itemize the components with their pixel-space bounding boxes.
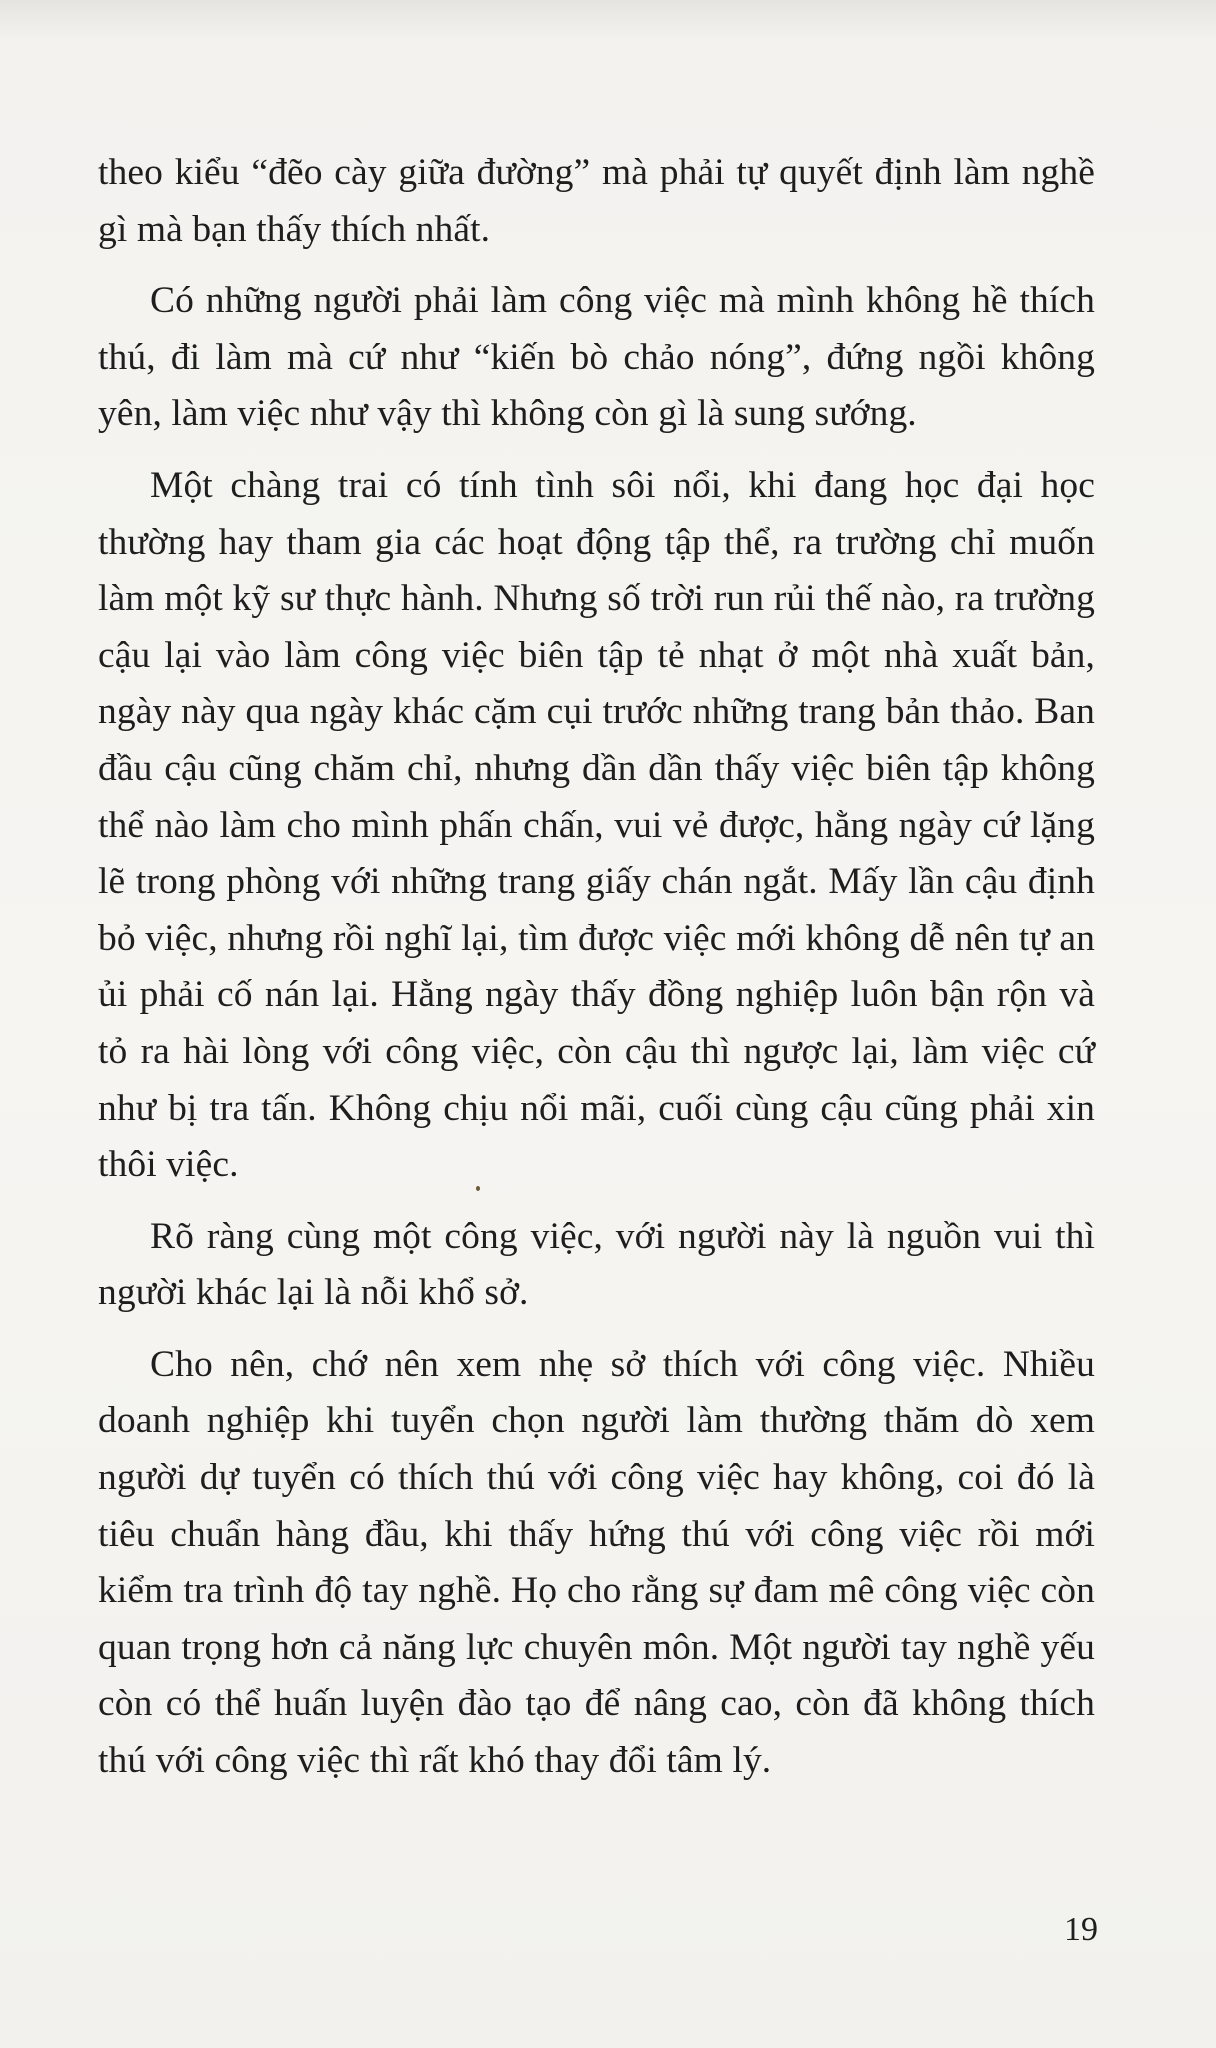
page-edge-shadow bbox=[0, 0, 1216, 40]
paragraph-5: Cho nên, chớ nên xem nhẹ sở thích với công việc. Nhiều doanh nghiệp khi tuyển chọn người làm thường thăm dò xem người dự tuyển có thích thú với công việc hay không, coi đó là tiêu chuẩn hàng đầu, khi thấy hứng thú với công việc rồi mới kiểm tra trình độ tay nghề. Họ cho rằng sự đam mê công việc còn quan trọng hơn cả năng lực chuyên môn. Một người tay nghề yếu còn có thể huấn luyện đào tạo để nâng cao, còn đã không thích thú với công việc thì rất khó thay đổi tâm lý. bbox=[98, 1343, 1095, 1782]
paragraph-1: theo kiểu “đẽo cày giữa đường” mà phải tự quyết định làm nghề gì mà bạn thấy thích nhất. bbox=[98, 152, 1095, 250]
body-text bbox=[98, 145, 1095, 1805]
paragraph-2: Có những người phải làm công việc mà mình không hề thích thú, đi làm mà cứ như “kiến bò chảo nóng”, đứng ngồi không yên, làm việc như vậy thì không còn gì là sung sướng. bbox=[98, 280, 1095, 435]
page-number: 19 bbox=[1064, 1911, 1098, 1948]
ink-speck bbox=[476, 1186, 480, 1191]
paragraph-4: Rõ ràng cùng một công việc, với người này là nguồn vui thì người khác lại là nỗi khổ sở. bbox=[98, 1215, 1095, 1314]
paragraph-3: Một chàng trai có tính tình sôi nổi, khi đang học đại học thường hay tham gia các hoạt động tập thể, ra trường chỉ muốn làm một kỹ sư thực hành. Nhưng số trời run rủi thế nào, ra trường cậu lại vào làm công việc biên tập tẻ nhạt ở một nhà xuất bản, ngày này qua ngày khác cặm cụi trước những trang bản thảo. Ban đầu cậu cũng chăm chỉ, nhưng dần dần thấy việc biên tập không thể nào làm cho mình phấn chấn, vui vẻ được, hằng ngày cứ lặng lẽ trong phòng với những trang giấy chán ngắt. Mấy lần cậu định bỏ việc, nhưng rồi nghĩ lại, tìm được việc mới không dễ nên tự an ủi phải cố nán lại. Hằng ngày thấy đồng nghiệp luôn bận rộn và tỏ ra hài lòng với công việc, còn cậu thì ngược lại, làm việc cứ như bị tra tấn. Không chịu nổi mãi, cuối cùng cậu cũng phải xin thôi việc. bbox=[98, 464, 1095, 1186]
